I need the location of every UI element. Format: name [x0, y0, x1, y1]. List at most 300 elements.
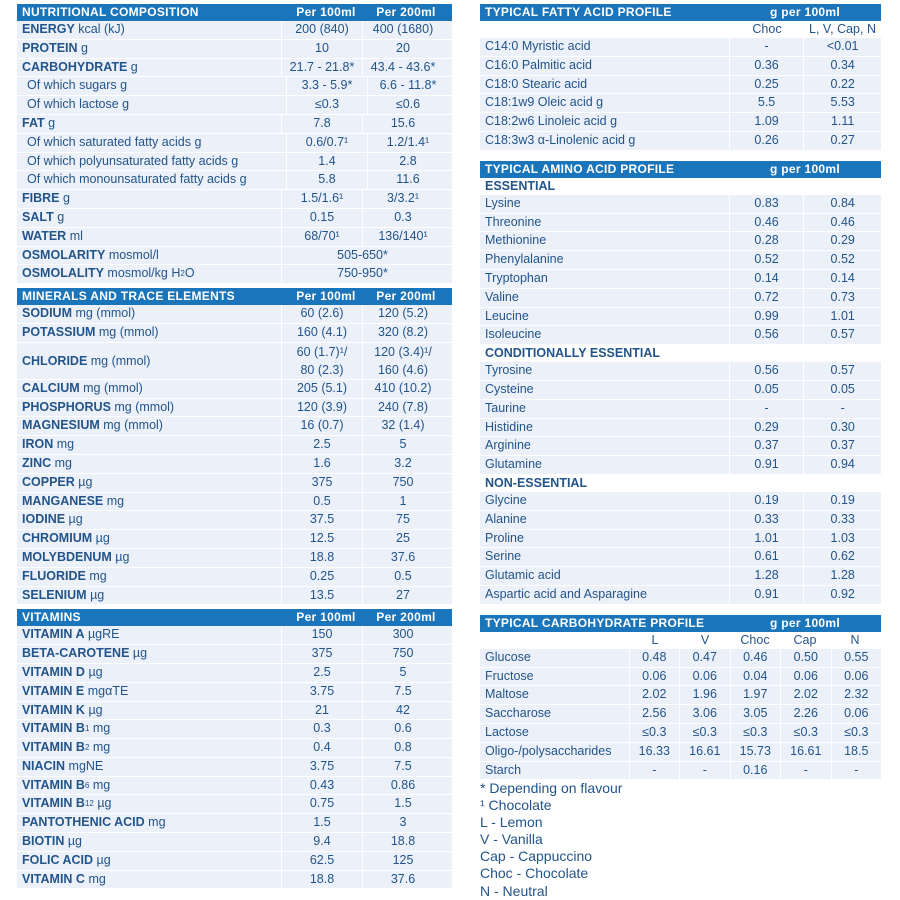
footnote-line: L - Lemon [480, 814, 543, 831]
value-per-200ml: 300 [362, 626, 443, 644]
value-per-200ml: 1.2/1.4¹ [367, 134, 448, 152]
row-label [17, 77, 287, 95]
row-label: C18:0 Stearic acid [480, 76, 730, 94]
row-name: CHLORIDE [22, 353, 88, 368]
value-choc: 0.26 [754, 132, 779, 147]
value-choc: 0.36 [754, 57, 779, 72]
row-name: IODINE [22, 512, 66, 527]
table-row [480, 308, 881, 327]
table-row [480, 686, 881, 705]
value-per-200ml: 37.6 [362, 871, 443, 889]
table-row [480, 530, 881, 549]
value-cap: ≤0.3 [780, 724, 831, 742]
value-col-2: 0.57 [803, 326, 881, 344]
table-row [480, 705, 881, 724]
table-row [480, 511, 881, 530]
row-unit: µg [84, 664, 103, 679]
table-row [480, 400, 881, 419]
row-unit: mg [89, 721, 111, 736]
row-label [17, 626, 282, 644]
value-per-200ml: 3.2 [362, 455, 443, 473]
vitamins-table [17, 609, 452, 889]
table-row [480, 419, 881, 438]
row-label: Leucine [480, 308, 730, 326]
table-row [17, 59, 452, 78]
row-name: ENERGY [22, 22, 75, 36]
row-label: Glutamine [480, 456, 730, 474]
value-per-100ml: 18.8 [309, 549, 335, 564]
table-row [17, 702, 452, 721]
value-per-100ml: 0.15 [309, 209, 335, 224]
row-label [17, 380, 282, 398]
value-line-1: 120 (3.4)¹/ [374, 344, 432, 359]
row-label: Oligo-/polysaccharides [480, 743, 630, 761]
value-per-100ml: 21 [315, 702, 329, 717]
table-row [480, 492, 881, 511]
row-label [17, 474, 282, 492]
value-per-100ml: 120 (3.9) [296, 399, 348, 414]
amino-group-label: ESSENTIAL [480, 178, 881, 195]
row-label: Phenylalanine [480, 251, 730, 269]
row-unit: mgNE [65, 758, 104, 773]
carbohydrate-title: TYPICAL CARBOHYDRATE PROFILE [485, 615, 705, 630]
value-l: 0.48 [642, 649, 667, 664]
table-row [17, 343, 452, 380]
table-row [17, 833, 452, 852]
row-label: Lactose [480, 724, 630, 742]
amino-group-label: NON-ESSENTIAL [480, 475, 881, 492]
row-name: MOLYBDENUM [22, 549, 112, 564]
value-cap: 0.06 [780, 668, 831, 686]
row-name: PHOSPHORUS [22, 399, 111, 414]
row-unit: mg (mmol) [99, 418, 163, 433]
row-name: PANTOTHENIC ACID [22, 815, 145, 830]
value-per-200ml: 15.6 [362, 115, 443, 133]
fatty-acid-header [480, 4, 881, 21]
row-name: MAGNESIUM [22, 418, 100, 433]
value-l: 0.06 [642, 668, 667, 683]
table-row [17, 40, 452, 59]
table-row [480, 586, 881, 605]
row-label [17, 134, 287, 152]
table-row [480, 195, 881, 214]
per-100ml-header: Per 100ml [296, 5, 356, 19]
value-per-100ml: 18.8 [309, 871, 335, 886]
value-per-200ml: 7.5 [362, 758, 443, 776]
table-row [17, 474, 452, 493]
value-lvcapn: 0.27 [803, 132, 881, 150]
value-per-200ml: 0.3 [362, 209, 443, 227]
fatty-column-headers [480, 21, 881, 38]
table-row [480, 270, 881, 289]
row-name: CALCIUM [22, 380, 80, 395]
table-row [17, 568, 452, 587]
value-n: ≤0.3 [831, 724, 882, 742]
row-name: FIBRE [22, 191, 60, 206]
value-merged: 505-650* [337, 247, 388, 262]
value-choc: 5.5 [757, 95, 776, 110]
row-name: VITAMIN A [22, 627, 85, 642]
row-name: SODIUM [22, 306, 72, 321]
value-per-200ml: 27 [362, 587, 443, 605]
value-col-2: 1.03 [803, 530, 881, 548]
table-row [17, 190, 452, 209]
row-unit: ml [66, 228, 83, 243]
value-cap: 2.26 [780, 705, 831, 723]
row-label [17, 511, 282, 529]
value-col-1: 0.91 [754, 586, 779, 601]
row-label [17, 777, 282, 795]
value-per-100ml: 160 (4.1) [296, 324, 348, 339]
table-row [17, 436, 452, 455]
row-label: Arginine [480, 437, 730, 455]
table-row [480, 326, 881, 345]
table-row [17, 852, 452, 871]
value-l: 16.33 [638, 743, 670, 758]
table-row [17, 587, 452, 606]
fatty-unit-header: g per 100ml [770, 5, 840, 19]
row-label [17, 40, 282, 58]
value-v: ≤0.3 [679, 724, 730, 742]
row-label [17, 265, 282, 283]
row-label: Tyrosine [480, 362, 730, 380]
table-row [480, 289, 881, 308]
row-unit: mosmol/kg H [103, 266, 181, 281]
table-row [17, 871, 452, 890]
amino-acid-table [480, 161, 881, 605]
carbo-spacer [480, 632, 630, 649]
value-cap: 0.50 [780, 649, 831, 667]
footnote-line: Cap - Cappuccino [480, 848, 593, 865]
row-label [17, 324, 282, 342]
value-per-100ml: 12.5 [309, 531, 335, 546]
value-per-200ml: 75 [362, 511, 443, 529]
carbohydrate-header [480, 615, 881, 632]
table-row [17, 305, 452, 324]
value-choc: 0.25 [754, 76, 779, 91]
value-col-2: 0.29 [803, 232, 881, 250]
value-merged: 750-950* [337, 266, 388, 281]
carbo-col-header-choc: Choc [740, 632, 770, 647]
row-name: PROTEIN [22, 40, 78, 55]
table-row [480, 668, 881, 687]
value-n: 18.5 [831, 743, 882, 761]
value-per-200ml: 32 (1.4) [362, 417, 443, 435]
table-row [480, 38, 881, 57]
row-name: Of which lactose g [27, 97, 130, 112]
footnote-line: V - Vanilla [480, 831, 543, 848]
value-col-2: 0.14 [803, 270, 881, 288]
value-col-1: 0.56 [754, 363, 779, 378]
value-per-100ml: 0.4 [313, 740, 331, 755]
minerals-header [17, 288, 452, 305]
table-row [17, 795, 452, 814]
row-label: Valine [480, 289, 730, 307]
value-col-1: 0.52 [754, 252, 779, 267]
value-per-100ml: 150 [311, 627, 333, 642]
value-per-200ml: 1 [362, 493, 443, 511]
value-n: 0.55 [831, 649, 882, 667]
unit-tail: O [184, 266, 195, 281]
value-per-200ml: 5 [362, 664, 443, 682]
row-name: POTASSIUM [22, 324, 96, 339]
value-per-100ml: 0.3 [313, 721, 331, 736]
table-row [17, 96, 452, 115]
carbo-column-headers [480, 632, 881, 649]
value-line-1: 60 (1.7)¹/ [296, 344, 348, 359]
row-name: ZINC [22, 455, 52, 470]
row-name-subscript: 1 [84, 724, 90, 734]
table-row [480, 762, 881, 781]
table-row [17, 153, 452, 172]
row-unit: mg (mmol) [110, 399, 175, 414]
row-label [17, 305, 282, 323]
table-row [17, 758, 452, 777]
row-label: C18:3w3 α-Linolenic acid g [480, 132, 730, 150]
per-100ml-header: Per 100ml [296, 289, 356, 304]
value-per-100ml: 16 (0.7) [300, 418, 344, 433]
value-per-100ml: 60 (2.6) [300, 306, 344, 321]
value-choc: 1.09 [754, 114, 779, 129]
value-col-2: 1.01 [803, 308, 881, 326]
row-label [17, 664, 282, 682]
row-label: Lysine [480, 195, 730, 213]
row-label: Taurine [480, 400, 730, 418]
row-label [17, 852, 282, 870]
row-label: Fructose [480, 668, 630, 686]
row-label: C16:0 Palmitic acid [480, 57, 730, 75]
value-l: - [652, 762, 657, 777]
amino-unit-header: g per 100ml [770, 161, 840, 176]
row-name: OSMOLALITY [22, 266, 104, 281]
row-name: SALT [22, 209, 54, 224]
row-name: BIOTIN [22, 834, 65, 849]
row-label [17, 587, 282, 605]
value-per-100ml: 375 [311, 646, 333, 661]
minerals-table [17, 288, 452, 605]
value-choc: 0.46 [730, 649, 781, 667]
row-unit: mosmol/l [105, 247, 159, 262]
value-choc: 3.05 [730, 705, 781, 723]
value-per-100ml: 10 [315, 40, 329, 55]
row-unit: mgαTE [84, 683, 129, 698]
value-per-200ml [362, 343, 443, 379]
row-name-subscript: 12 [84, 799, 94, 809]
row-name: VITAMIN D [22, 664, 85, 679]
carbo-col-header-cap: Cap [793, 632, 817, 647]
value-per-100ml: 0.5 [313, 493, 331, 508]
value-per-100ml: 3.75 [309, 758, 335, 773]
value-col-2: 1.28 [803, 567, 881, 585]
table-row [17, 228, 452, 247]
row-unit: mg (mmol) [79, 380, 143, 395]
row-unit: µg [93, 796, 112, 811]
row-label: Isoleucine [480, 326, 730, 344]
row-label: Methionine [480, 232, 730, 250]
table-row [17, 530, 452, 549]
value-col-1: 0.91 [754, 457, 779, 472]
value-col-2: 0.62 [803, 548, 881, 566]
value-n: 0.06 [831, 705, 882, 723]
value-col-2: 0.30 [803, 419, 881, 437]
row-label [17, 530, 282, 548]
per-200ml-header: Per 200ml [376, 610, 436, 625]
value-cap: 16.61 [780, 743, 831, 761]
row-unit: mg [85, 568, 107, 583]
value-choc: 1.97 [730, 686, 781, 704]
row-unit: µg [74, 474, 93, 489]
vitamins-header [17, 609, 452, 626]
value-per-100ml: 0.6/0.7¹ [305, 134, 349, 149]
row-name: NIACIN [22, 758, 66, 773]
table-row [480, 548, 881, 567]
row-name: VITAMIN B [22, 796, 85, 811]
row-label: Tryptophan [480, 270, 730, 288]
value-per-100ml: 68/70¹ [304, 228, 340, 243]
row-name: VITAMIN C [22, 871, 85, 886]
carbo-col-header-v: V [700, 632, 710, 647]
value-col-1: 1.01 [754, 530, 779, 545]
value-col-1: 0.72 [754, 289, 779, 304]
row-unit: mg [84, 871, 106, 886]
value-v: 0.47 [679, 649, 730, 667]
value-col-1: 0.29 [754, 419, 779, 434]
carbo-col-header-l: L [651, 632, 659, 647]
value-per-200ml: 120 (5.2) [362, 305, 443, 323]
vitamins-title: VITAMINS [22, 610, 81, 625]
value-per-100ml: 0.75 [309, 796, 335, 811]
value-col-2: 0.73 [803, 289, 881, 307]
value-col-2: 0.84 [803, 195, 881, 213]
value-lvcapn: 1.11 [803, 113, 881, 131]
row-label [17, 739, 282, 757]
row-label: Glutamic acid [480, 567, 730, 585]
row-label [17, 645, 282, 663]
table-row [17, 493, 452, 512]
value-col-1: 0.56 [754, 327, 779, 342]
footnotes [480, 780, 622, 900]
row-name: VITAMIN B [22, 721, 85, 736]
value-per-200ml: 2.8 [367, 153, 448, 171]
row-unit: kcal (kJ) [74, 22, 125, 36]
table-row [480, 94, 881, 113]
row-unit: µg [93, 852, 111, 867]
table-row [17, 380, 452, 399]
table-row [17, 549, 452, 568]
row-label: Serine [480, 548, 730, 566]
row-name: Of which monounsaturated fatty acids g [27, 172, 247, 187]
carbohydrate-table [480, 615, 881, 781]
value-per-100ml: 1.4 [318, 153, 336, 168]
value-v: 0.06 [679, 668, 730, 686]
row-label [17, 833, 282, 851]
row-label: C18:1w9 Oleic acid g [480, 94, 730, 112]
row-label [17, 209, 282, 227]
row-name: SELENIUM [22, 587, 87, 602]
value-per-200ml: ≤0.6 [367, 96, 448, 114]
table-row [17, 777, 452, 796]
value-per-200ml: 37.6 [362, 549, 443, 567]
row-unit: mg (mmol) [72, 306, 136, 321]
value-col-2: - [803, 400, 881, 418]
value-per-100ml: 1.5/1.6¹ [300, 191, 344, 206]
row-label [17, 247, 282, 265]
minerals-title: MINERALS AND TRACE ELEMENTS [22, 289, 235, 304]
row-label [17, 399, 282, 417]
value-per-100ml: 0.25 [309, 568, 335, 583]
value-per-200ml: 0.86 [362, 777, 443, 795]
row-name: Of which saturated fatty acids g [27, 134, 202, 149]
row-label [17, 568, 282, 586]
table-row [17, 814, 452, 833]
row-label [17, 683, 282, 701]
value-per-200ml: 20 [362, 40, 443, 58]
value-l: 2.56 [642, 706, 667, 721]
value-per-200ml: 320 (8.2) [362, 324, 443, 342]
row-unit: g [127, 59, 138, 74]
row-label [17, 96, 287, 114]
value-col-1: 0.37 [754, 438, 779, 453]
value-per-100ml: 1.5 [313, 815, 331, 830]
row-label [17, 758, 282, 776]
value-per-100ml: 0.43 [309, 777, 335, 792]
value-lvcapn: 0.34 [803, 57, 881, 75]
row-unit: mg [51, 455, 73, 470]
per-200ml-header: Per 200ml [376, 5, 436, 19]
value-per-100ml: 37.5 [309, 512, 335, 527]
row-unit: µg [129, 646, 148, 661]
fatty-acid-table [480, 4, 881, 151]
value-per-100ml: 375 [311, 474, 333, 489]
right-column [480, 4, 881, 784]
row-name: WATER [22, 228, 67, 243]
table-row [480, 567, 881, 586]
table-row [480, 362, 881, 381]
row-label: Maltose [480, 686, 630, 704]
value-v: 3.06 [679, 705, 730, 723]
value-col-1: 0.19 [754, 492, 779, 507]
value-col-2: 0.94 [803, 456, 881, 474]
per-100ml-header: Per 100ml [296, 610, 356, 625]
row-label: Saccharose [480, 705, 630, 723]
value-line-2: 160 (4.6) [377, 362, 429, 377]
value-per-100ml: 2.5 [313, 664, 331, 679]
value-per-100ml: 5.8 [318, 172, 336, 187]
row-label: Alanine [480, 511, 730, 529]
row-unit: mg [103, 493, 125, 508]
table-row [17, 511, 452, 530]
value-per-200ml: 0.5 [362, 568, 443, 586]
row-unit: mg [89, 740, 111, 755]
value-per-200ml: 240 (7.8) [362, 399, 443, 417]
row-unit: mg [89, 777, 111, 792]
value-col-1: 0.83 [754, 195, 779, 210]
value-col-2: 0.57 [803, 362, 881, 380]
value-per-200ml: 3/3.2¹ [362, 190, 443, 208]
row-unit: mg [144, 815, 166, 830]
row-label [17, 720, 282, 738]
value-per-200ml: 1.5 [362, 795, 443, 813]
row-name: Of which polyunsaturated fatty acids g [27, 153, 239, 168]
table-row [480, 232, 881, 251]
row-label: Starch [480, 762, 630, 780]
value-per-200ml: 3 [362, 814, 443, 832]
row-unit: g [53, 209, 65, 224]
row-unit: g [59, 191, 70, 206]
value-col-2: 0.19 [803, 492, 881, 510]
value-per-100ml: 9.4 [313, 834, 331, 849]
table-row [17, 739, 452, 758]
